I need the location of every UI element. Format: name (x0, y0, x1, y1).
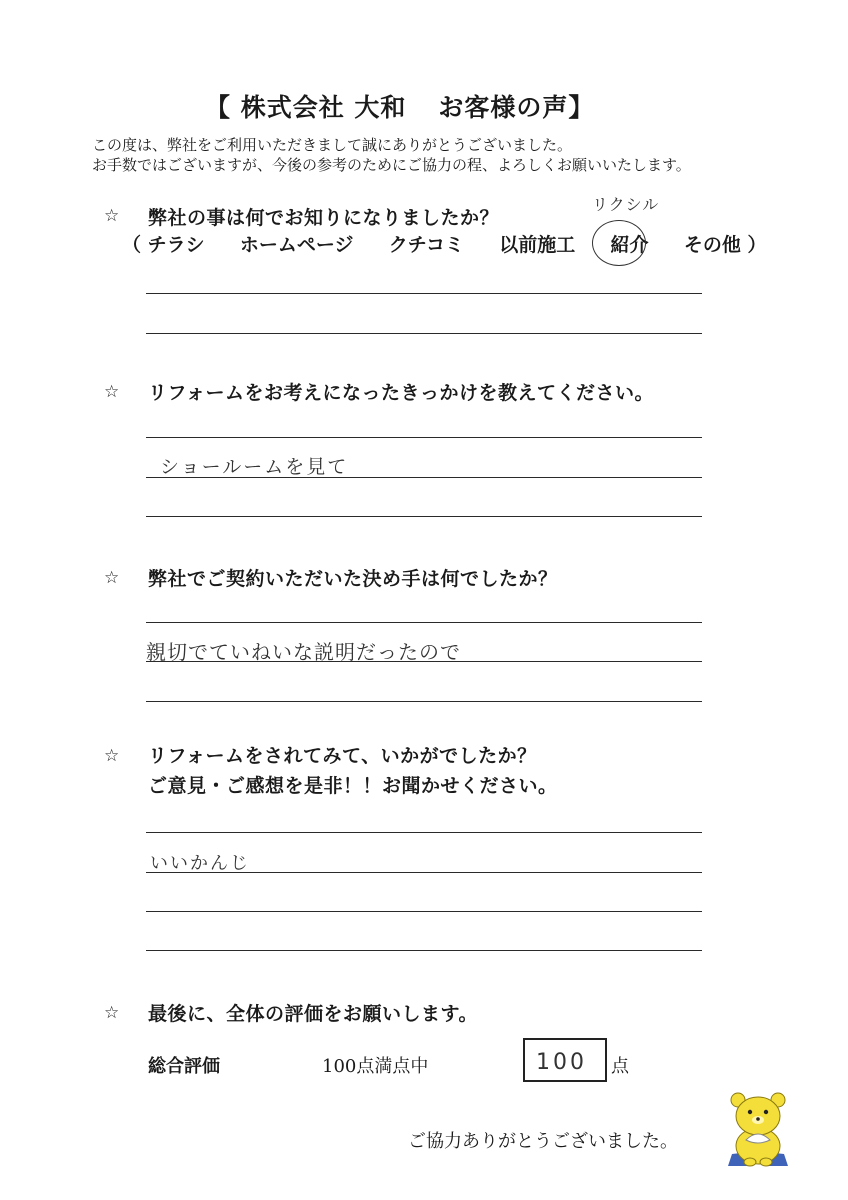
option-referral: 紹介 (610, 234, 649, 256)
option-other: その他 (683, 234, 741, 256)
answer-line (146, 872, 702, 873)
bear-mascot-icon (722, 1088, 794, 1168)
question-3: 弊社でご契約いただいた決め手は何でしたか？ (148, 568, 558, 590)
star-icon: ☆ (104, 746, 120, 766)
answer-4: いいかんじ (150, 853, 250, 874)
option-previous-work: 以前施工 (499, 234, 576, 256)
score-value: 100 (536, 1050, 587, 1075)
question-2: リフォームをお考えになったきっかけを教えてください。 (148, 382, 655, 404)
star-icon: ☆ (104, 382, 120, 402)
intro-line-1: この度は、弊社をご利用いただきまして誠にありがとうございました。 (92, 136, 573, 154)
question-1: 弊社の事は何でお知りになりましたか？ (148, 207, 500, 229)
answer-line (146, 516, 702, 517)
answer-line (146, 950, 702, 951)
answer-line (146, 293, 702, 294)
paren-close: ） (747, 234, 767, 256)
rating-label: 総合評価 (148, 1056, 220, 1077)
answer-line (146, 832, 702, 833)
answer-line (146, 333, 702, 334)
answer-line (146, 911, 702, 912)
question-4-line-2: ご意見・ご感想を是非！！お聞かせください。 (148, 775, 558, 797)
company-name: 【 株式会社 大和 (205, 93, 407, 122)
scale-label: 100点満点中 (322, 1056, 429, 1077)
mascot-eye-right (764, 1110, 768, 1114)
option-homepage: ホームページ (239, 234, 354, 256)
paren-open: （ (122, 234, 142, 256)
answer-line (146, 661, 702, 662)
score-unit: 点 (611, 1056, 629, 1077)
answer-2: ショールームを見て (160, 456, 349, 478)
star-icon: ☆ (104, 568, 120, 588)
mascot-nose (756, 1117, 760, 1121)
page-title (205, 88, 594, 124)
mascot-foot-left (744, 1158, 756, 1166)
selected-option-circle (592, 220, 646, 266)
mascot-eye-left (748, 1110, 752, 1114)
star-icon: ☆ (104, 1003, 120, 1023)
question-4-line-1: リフォームをされてみて、いかがでしたか？ (148, 745, 537, 767)
source-options (122, 230, 766, 257)
star-icon: ☆ (104, 206, 120, 226)
question-5: 最後に、全体の評価をお願いします。 (148, 1003, 478, 1025)
answer-line (146, 437, 702, 438)
handwritten-note-lixil: リクシル (592, 195, 660, 214)
title-subtitle: お客様の声】 (438, 93, 595, 122)
answer-line (146, 701, 702, 702)
answer-line (146, 622, 702, 623)
option-flyer: チラシ (147, 234, 205, 256)
answer-3: 親切でていねいな説明だったので (146, 640, 461, 664)
answer-line (146, 477, 702, 478)
mascot-foot-right (760, 1158, 772, 1166)
intro-line-2: お手数ではございますが、今後の参考のためにご協力の程、よろしくお願いいたします。 (92, 156, 691, 174)
footer-thanks: ご協力ありがとうございました。 (408, 1131, 678, 1152)
option-word-of-mouth: クチコミ (388, 234, 465, 256)
